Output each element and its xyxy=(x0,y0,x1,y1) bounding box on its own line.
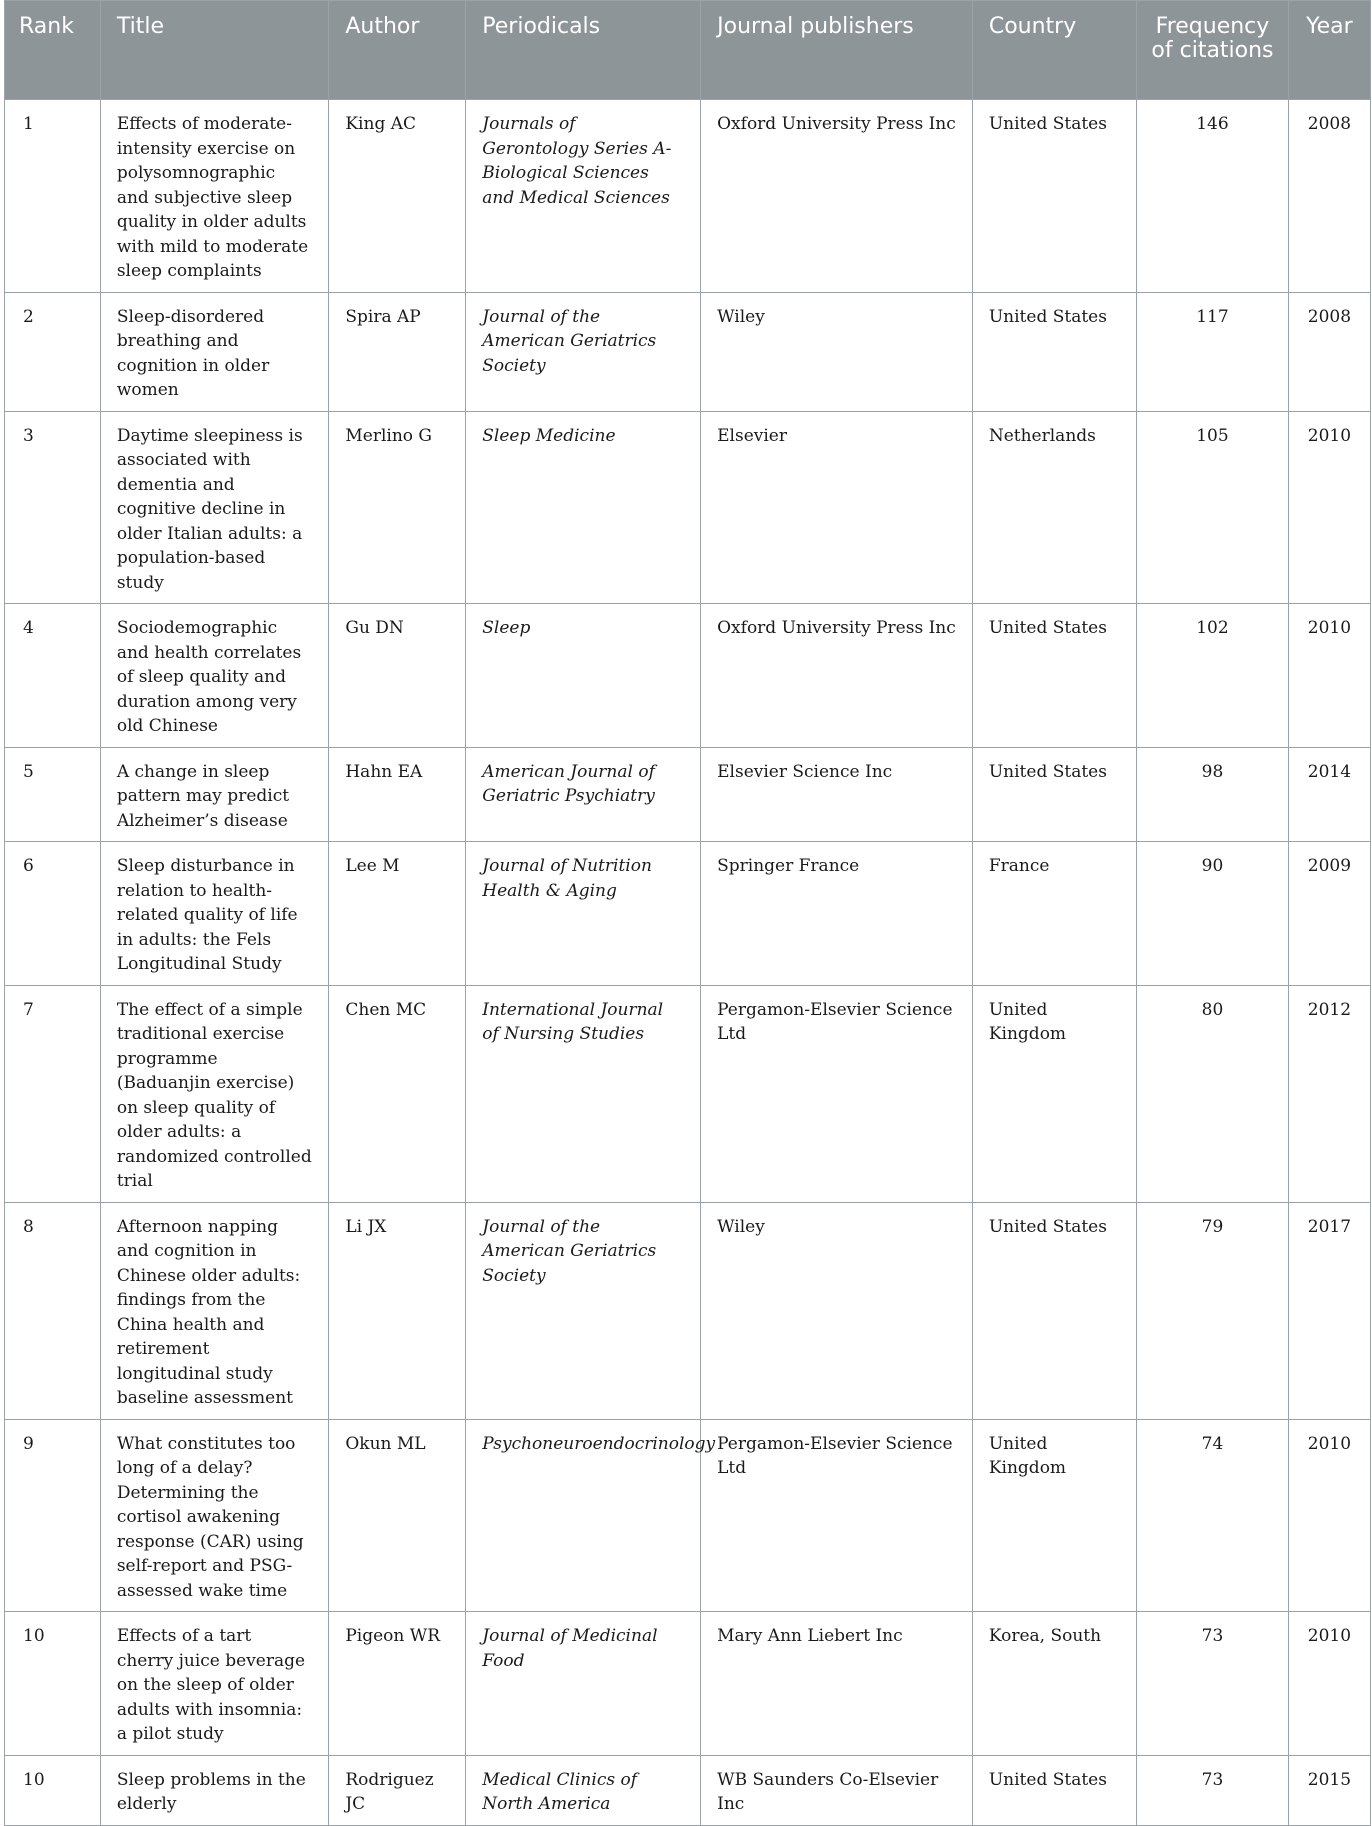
title-cell: A change in sleep pattern may predict Alzheimer’s disease xyxy=(100,747,329,842)
header-periodicals: Periodicals xyxy=(466,1,701,100)
author-cell: Hahn EA xyxy=(329,747,466,842)
country-cell: France xyxy=(972,842,1136,986)
publisher-cell: Springer France xyxy=(701,842,973,986)
citations-table xyxy=(4,0,1371,1826)
table-row xyxy=(5,604,1371,748)
frequency-cell: 79 xyxy=(1137,1202,1289,1419)
frequency-cell: 73 xyxy=(1137,1755,1289,1825)
publisher-cell: Elsevier Science Inc xyxy=(701,747,973,842)
table-row xyxy=(5,1755,1371,1825)
frequency-cell: 102 xyxy=(1137,604,1289,748)
rank-cell: 10 xyxy=(5,1612,101,1756)
year-cell: 2010 xyxy=(1288,1419,1370,1612)
year-cell: 2010 xyxy=(1288,1612,1370,1756)
header-frequency-of-citations: Frequency of citations xyxy=(1137,1,1289,100)
country-cell: United States xyxy=(972,604,1136,748)
title-cell: Sleep-disordered breathing and cognition in older women xyxy=(100,292,329,411)
title-cell: Daytime sleepiness is associated with dementia and cognitive decline in older Italian adults: a population-based study xyxy=(100,411,329,604)
author-cell: Lee M xyxy=(329,842,466,986)
author-cell: Li JX xyxy=(329,1202,466,1419)
frequency-cell: 117 xyxy=(1137,292,1289,411)
table-row xyxy=(5,1202,1371,1419)
year-cell: 2014 xyxy=(1288,747,1370,842)
publisher-cell: Pergamon-Elsevier Science Ltd xyxy=(701,1419,973,1612)
publisher-cell: Wiley xyxy=(701,292,973,411)
publisher-cell: Wiley xyxy=(701,1202,973,1419)
title-cell: What constitutes too long of a delay? Determining the cortisol awakening response (CAR) using self-report and PSG-assessed wake time xyxy=(100,1419,329,1612)
periodical-cell: Sleep Medicine xyxy=(466,411,701,604)
title-cell: The effect of a simple traditional exercise programme (Baduanjin exercise) on sleep quality of older adults: a randomized controlled trial xyxy=(100,985,329,1202)
year-cell: 2017 xyxy=(1288,1202,1370,1419)
author-cell: King AC xyxy=(329,100,466,293)
publisher-cell: Elsevier xyxy=(701,411,973,604)
header-year: Year xyxy=(1288,1,1370,100)
rank-cell: 6 xyxy=(5,842,101,986)
header-author: Author xyxy=(329,1,466,100)
year-cell: 2009 xyxy=(1288,842,1370,986)
title-cell: Sleep problems in the elderly xyxy=(100,1755,329,1825)
title-cell: Effects of moderate-intensity exercise on polysomnographic and subjective sleep quality in older adults with mild to moderate sleep complaints xyxy=(100,100,329,293)
author-cell: Gu DN xyxy=(329,604,466,748)
publisher-cell: Oxford University Press Inc xyxy=(701,100,973,293)
rank-cell: 4 xyxy=(5,604,101,748)
table-header-row xyxy=(5,1,1371,100)
table-row xyxy=(5,747,1371,842)
country-cell: United States xyxy=(972,1202,1136,1419)
year-cell: 2012 xyxy=(1288,985,1370,1202)
rank-cell: 5 xyxy=(5,747,101,842)
country-cell: Netherlands xyxy=(972,411,1136,604)
country-cell: United States xyxy=(972,292,1136,411)
country-cell: United States xyxy=(972,747,1136,842)
periodical-cell: Journal of the American Geriatrics Society xyxy=(466,292,701,411)
periodical-cell: Journals of Gerontology Series A-Biological Sciences and Medical Sciences xyxy=(466,100,701,293)
rank-cell: 3 xyxy=(5,411,101,604)
year-cell: 2008 xyxy=(1288,100,1370,293)
rank-cell: 1 xyxy=(5,100,101,293)
frequency-cell: 146 xyxy=(1137,100,1289,293)
periodical-cell: Psychoneuroendocrinology xyxy=(466,1419,701,1612)
table-row xyxy=(5,1612,1371,1756)
frequency-cell: 80 xyxy=(1137,985,1289,1202)
year-cell: 2015 xyxy=(1288,1755,1370,1825)
author-cell: Spira AP xyxy=(329,292,466,411)
table-row xyxy=(5,1419,1371,1612)
publisher-cell: WB Saunders Co-Elsevier Inc xyxy=(701,1755,973,1825)
table-row xyxy=(5,292,1371,411)
table-row xyxy=(5,985,1371,1202)
frequency-cell: 90 xyxy=(1137,842,1289,986)
title-cell: Effects of a tart cherry juice beverage on the sleep of older adults with insomnia: a pilot study xyxy=(100,1612,329,1756)
header-journal-publishers: Journal publishers xyxy=(701,1,973,100)
table-body xyxy=(5,100,1371,1826)
rank-cell: 9 xyxy=(5,1419,101,1612)
header-title: Title xyxy=(100,1,329,100)
frequency-cell: 98 xyxy=(1137,747,1289,842)
rank-cell: 2 xyxy=(5,292,101,411)
rank-cell: 8 xyxy=(5,1202,101,1419)
periodical-cell: Sleep xyxy=(466,604,701,748)
publisher-cell: Mary Ann Liebert Inc xyxy=(701,1612,973,1756)
title-cell: Sleep disturbance in relation to health-related quality of life in adults: the Fels Longitudinal Study xyxy=(100,842,329,986)
periodical-cell: Journal of Nutrition Health & Aging xyxy=(466,842,701,986)
header-rank: Rank xyxy=(5,1,101,100)
author-cell: Rodriguez JC xyxy=(329,1755,466,1825)
periodical-cell: Journal of the American Geriatrics Society xyxy=(466,1202,701,1419)
country-cell: United States xyxy=(972,100,1136,293)
table-row xyxy=(5,100,1371,293)
publisher-cell: Oxford University Press Inc xyxy=(701,604,973,748)
periodical-cell: American Journal of Geriatric Psychiatry xyxy=(466,747,701,842)
frequency-cell: 73 xyxy=(1137,1612,1289,1756)
country-cell: Korea, South xyxy=(972,1612,1136,1756)
rank-cell: 7 xyxy=(5,985,101,1202)
periodical-cell: International Journal of Nursing Studies xyxy=(466,985,701,1202)
table-row xyxy=(5,411,1371,604)
frequency-cell: 105 xyxy=(1137,411,1289,604)
publisher-cell: Pergamon-Elsevier Science Ltd xyxy=(701,985,973,1202)
table-row xyxy=(5,842,1371,986)
title-cell: Sociodemographic and health correlates of sleep quality and duration among very old Chinese xyxy=(100,604,329,748)
header-country: Country xyxy=(972,1,1136,100)
year-cell: 2010 xyxy=(1288,604,1370,748)
year-cell: 2008 xyxy=(1288,292,1370,411)
author-cell: Pigeon WR xyxy=(329,1612,466,1756)
rank-cell: 10 xyxy=(5,1755,101,1825)
title-cell: Afternoon napping and cognition in Chinese older adults: findings from the China health and retirement longitudinal study baseline assessment xyxy=(100,1202,329,1419)
periodical-cell: Journal of Medicinal Food xyxy=(466,1612,701,1756)
year-cell: 2010 xyxy=(1288,411,1370,604)
author-cell: Chen MC xyxy=(329,985,466,1202)
country-cell: United States xyxy=(972,1755,1136,1825)
frequency-cell: 74 xyxy=(1137,1419,1289,1612)
author-cell: Okun ML xyxy=(329,1419,466,1612)
author-cell: Merlino G xyxy=(329,411,466,604)
country-cell: United Kingdom xyxy=(972,985,1136,1202)
periodical-cell: Medical Clinics of North America xyxy=(466,1755,701,1825)
country-cell: United Kingdom xyxy=(972,1419,1136,1612)
